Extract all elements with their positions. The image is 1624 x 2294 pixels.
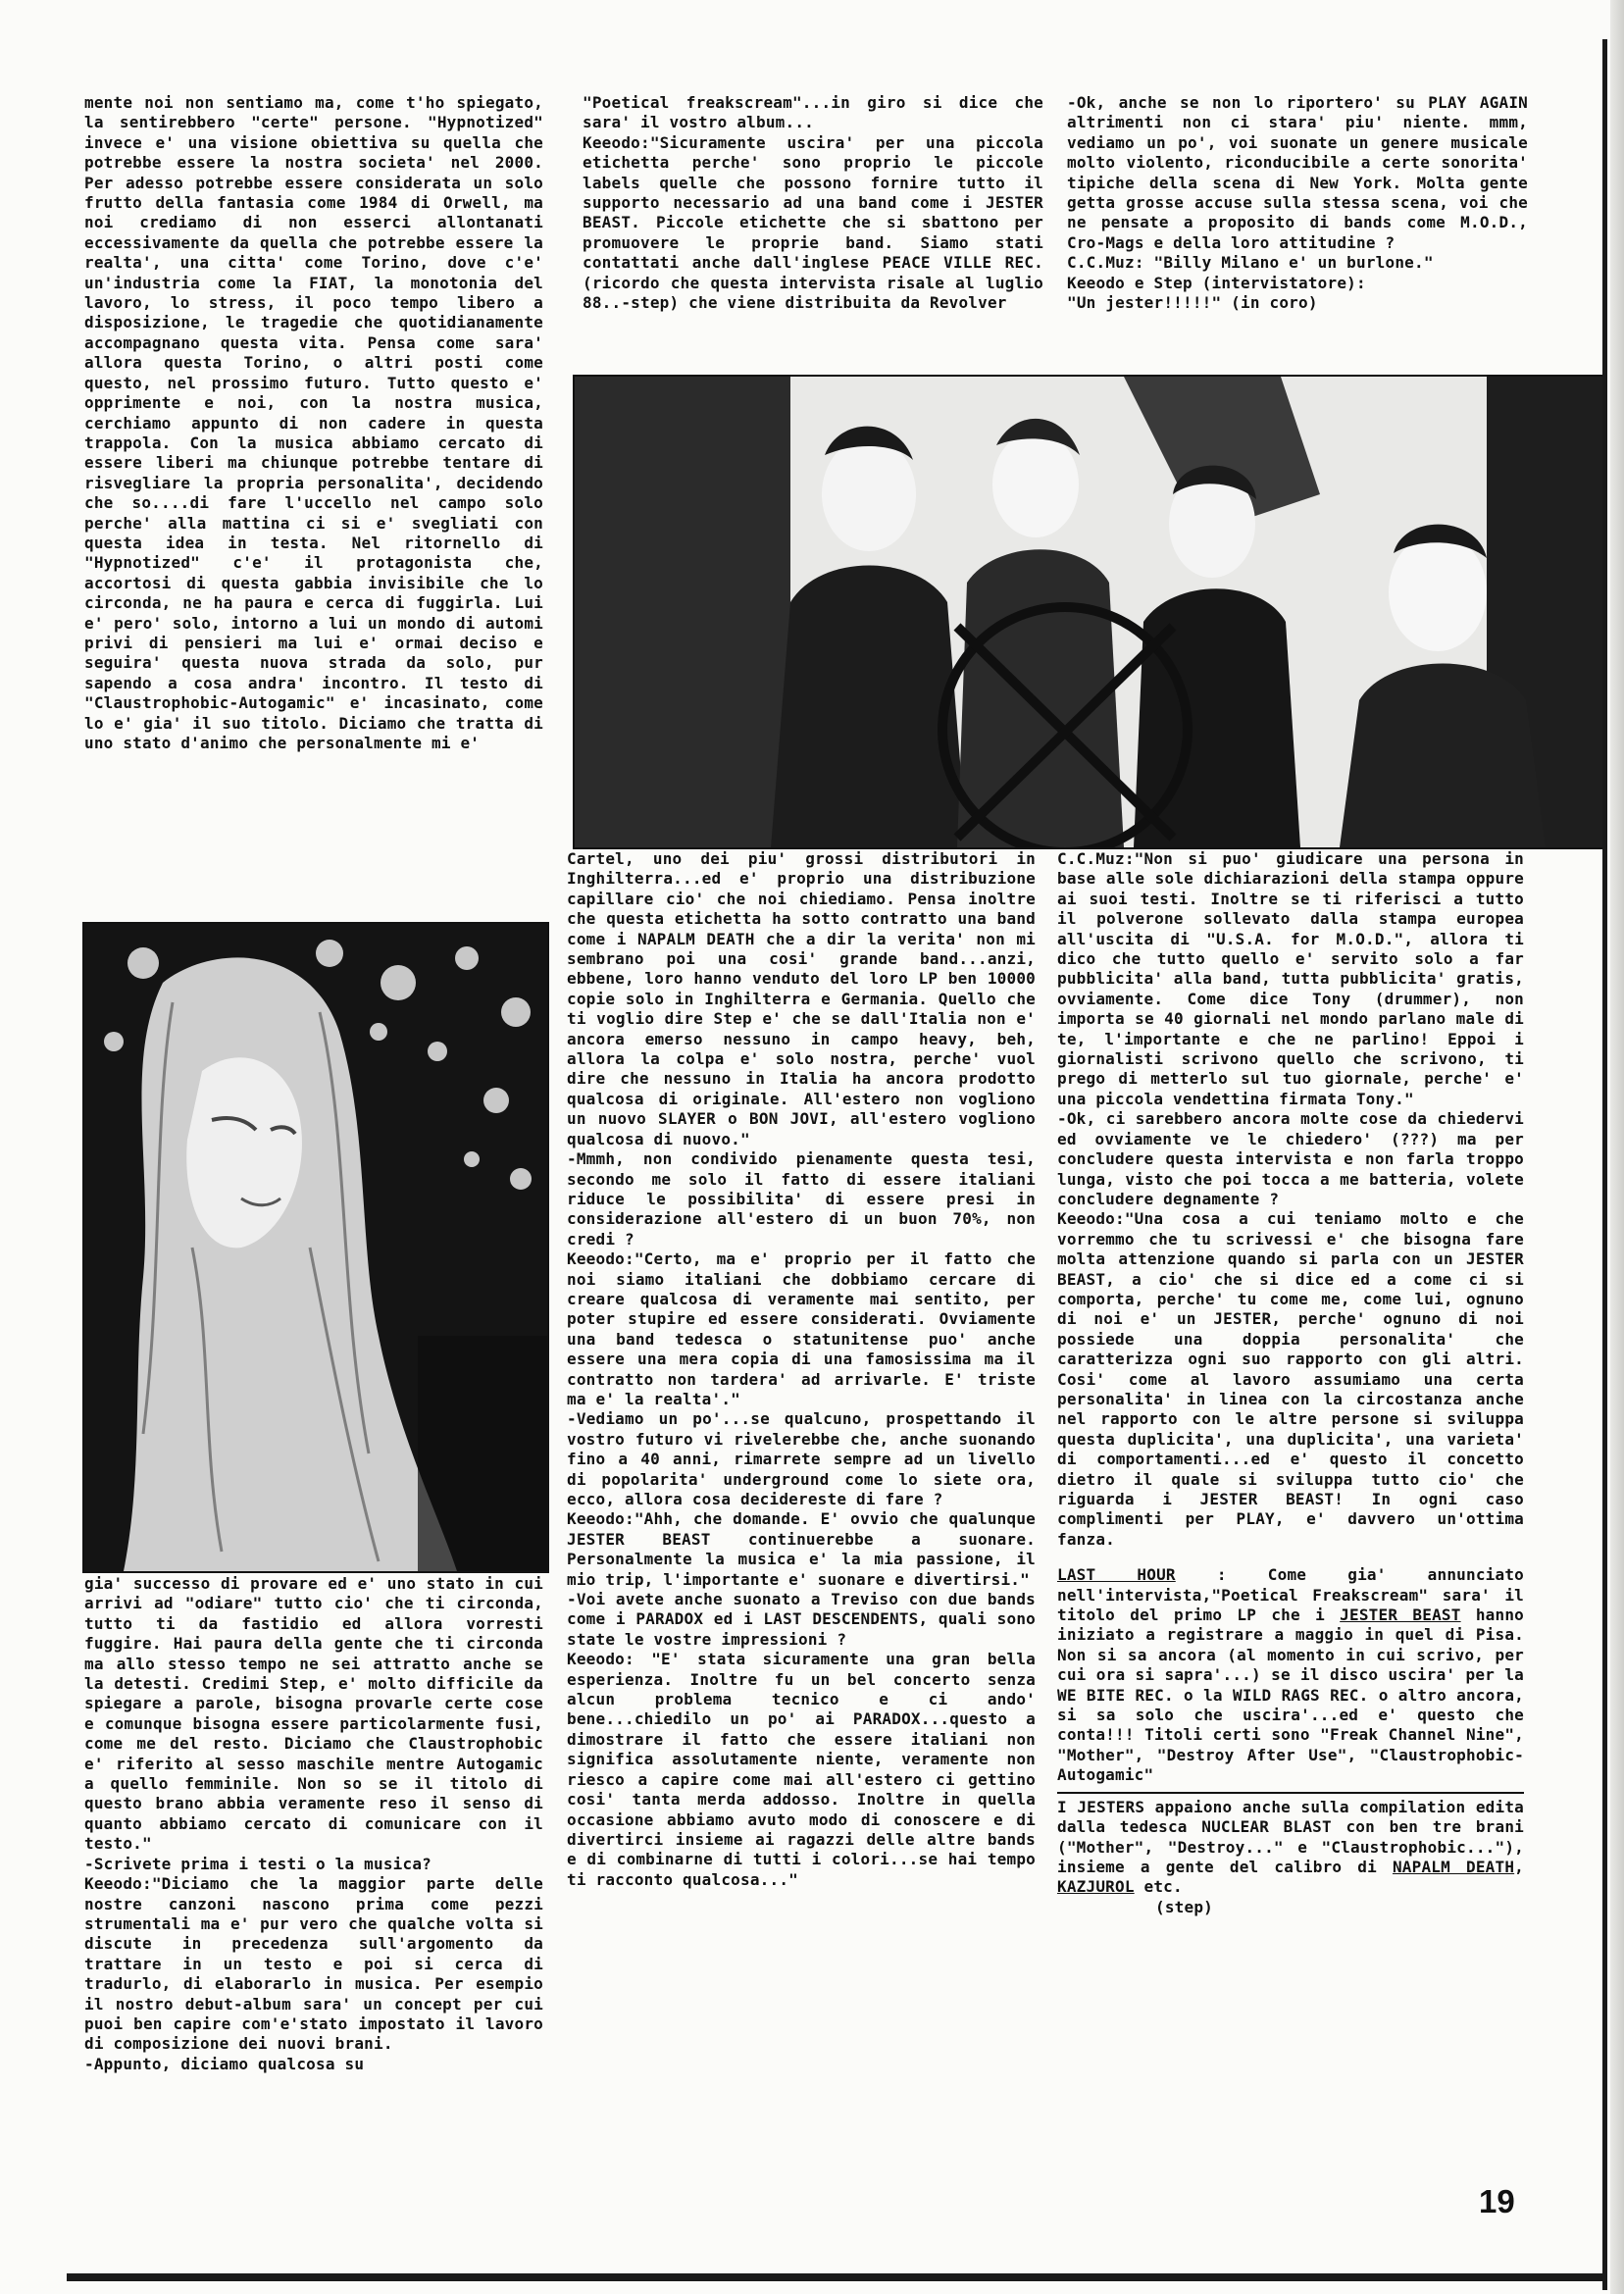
col1-top-paragraph: mente noi non sentiamo ma, come t'ho spiegato, la sentirebbero "certe" persone. "Hypnotized" invece e' una visione obiettiva su quella che potrebbe essere la nostra societa' nel 2000. Per adesso potrebbe essere considerata un solo frutto della fantasia come 1984 di Orwell, ma noi crediamo di non esserci allontanati eccessivamente da quella che potrebbe essere la realta', una citta' come Torino, dove c'e' un'industria come la FIAT, la monotonia del lavoro, lo stress, il poco tempo libero a disposizione, le tragedie che quotidianamente accompagnano questa vita. Pensa come sara' allora questa Torino, o altri posti come questo, nel prossimo futuro. Tutto questo e' opprimente e noi, con la nostra musica, cerchiamo appunto di non cadere in questa trappola. Con la musica abbiamo cercato di essere liberi ma chiunque potrebbe tentare di risvegliare la propria personalita', decidendo che so....di fare l'uccello nel campo solo perche' alla mattina ci si e' svegliati con questa idea in testa. Nel ritornello di "Hypnotized" c'e' il protagonista che, accortosi di questa gabbia invisibile che lo circonda, ne ha paura e cerca di fuggirla. Lui e' pero' solo, intorno a lui un mondo di automi privi di pensieri ma lui e' ormai deciso e seguira' questa nuova strada da solo, pur sapendo a cosa andra' incontro. Il testo di "Claustrophobic-Autogamic" e' incasinato, come lo e' gia' il suo titolo. Diciamo che tratta di uno stato d'animo che personalmente mi e' (84, 93, 543, 752)
col1-bottom-paragraph: Keeodo:"Diciamo che la maggior parte delle nostre canzoni nascono prima come pezzi strumentali ma e' pur vero che qualche volta si discute in precedenza sull'argomento da trattare in un testo e poi si cerca di tradurlo, di elaborarlo in musica. Per esempio il nostro debut-album sara' un concept per cui puoi ben capire com'e'stato impostato il lavoro di composizione dei nuovi brani. (84, 1874, 543, 2054)
col2-bottom-paragraph: -Voi avete anche suonato a Treviso con due bands come i PARADOX ed i LAST DESCENDENTS, quali sono state le vostre impressioni ? (567, 1590, 1036, 1649)
col2-bottom-paragraph: -Vediamo un po'...se qualcuno, prospettando il vostro futuro vi rivelerebbe che, anche suonando fino a 40 anni, rimarrete sempre ad un livello di popolarita' underground come lo siete ora, ecco, allora cosa decidereste di fare ? (567, 1409, 1036, 1508)
last-hour-text-2: hanno iniziato a registrare a maggio in quel di Pisa. Non si sa ancora (al momento in cui scrivo, per cui ora si sapra'...) se il disco uscira' per la WE BITE REC. o la WILD RAGS REC. o altro ancora, si sa solo che uscira'...ed e' questo che conta!!! Titoli certi sono "Freak Channel Nine", "Mother", "Destroy After Use", "Claustrophobic-Autogamic" (1057, 1606, 1524, 1785)
column-2-bottom (567, 849, 1036, 2203)
col3-top-paragraph: "Un jester!!!!!" (in coro) (1067, 293, 1318, 313)
jesters-band-2: KAZJUROL (1057, 1877, 1135, 1897)
col3-top-paragraph: C.C.Muz: "Billy Milano e' un burlone." (1067, 253, 1434, 273)
col1-bottom-paragraph: -Scrivete prima i testi o la musica? (84, 1854, 431, 1873)
signature: (step) (1155, 1897, 1213, 1916)
right-rule (1602, 39, 1607, 2290)
page-edge (1610, 0, 1624, 2294)
last-hour-label: LAST HOUR (1057, 1565, 1176, 1585)
column-1-bottom (84, 1574, 543, 2202)
col1-bottom-paragraph: gia' successo di provare ed e' uno stato in cui arrivi ad "odiare" tutto cio' che ti circonda, tutto ti da fastidio ed allora vorresti fuggire. Hai paura della gente che ti circonda ma allo stesso tempo ne sei attratto anche se la detesti. Credimi Step, e' molto difficile da spiegare a parole, bisogna provarle certe cose e comunque bisogna essere particolarmente fusi, come me del resto. Diciamo che Claustrophobic e' riferito al sesso maschile mentre Autogamic a quello femminile. Non so se il titolo di questo brano abbia veramente reso il senso di quanto abbiamo cercato di comunicare con il testo." (84, 1574, 543, 1854)
col1-bottom-paragraph: -Appunto, diciamo qualcosa su (84, 2054, 365, 2073)
col2-bottom-paragraph: Keeodo:"Certo, ma e' proprio per il fatto che noi siamo italiani che dobbiamo cercare di creare qualcosa di veramente mai sentito, per poter stupire ed essere considerati. Ovviamente una band tedesca o statunitense puo' anche essere una mera copia di una famosissima ma il contratto non tardera' ad arrivarle. E' triste ma e' la realta'." (567, 1249, 1036, 1408)
col2-bottom-paragraph: Keeodo: "E' stata sicuramente una gran bella esperienza. Inoltre fu un bel concerto senza alcun problema tecnico e ci ando' bene...chiedilo un po' ai PARADOX...questo a dimostrare il fatto che essere italiani non significa assolutamente niente, veramente non riesco a capire come mai all'estero ci gettino cosi' tanta merda addosso. Inoltre in quella occasione abbiamo avuto modo di conoscere e di divertirci insieme ai ragazzi delle altre bands e di combinarne di tutti i colori...se hai tempo ti racconto qualcosa..." (567, 1650, 1036, 1889)
col3-bottom-paragraph: -Ok, ci sarebbero ancora molte cose da chiedervi ed ovviamente ve le chiedero' (???) ma per concludere questa intervista e non farla troppo lunga, visto che poi tocca a me batteria, volete concludere degnamente ? (1057, 1109, 1524, 1208)
jesters-band-1: NAPALM DEATH (1392, 1857, 1515, 1876)
col2-bottom-paragraph: -Mmmh, non condivido pienamente questa tesi, secondo me solo il fatto di essere italiani riduce le possibilita' di essere presi in considerazione all'estero di un buon 70%, non credi ? (567, 1149, 1036, 1249)
bottom-rule (67, 2273, 1606, 2281)
portrait-photo (82, 922, 549, 1573)
col3-bottom-paragraph: Keeodo:"Una cosa a cui teniamo molto e che vorremmo che tu scrivessi e' che bisogna fare molta attenzione quando si parla con un JESTER BEAST, a cio' che si dice ed a come ci si comporta, perche' tu come me, come lui, ognuno di noi e' un JESTER, perche' ognuno di noi possiede una doppia personalita' che caratterizza ogni suo rapporto con gli altri. Cosi' come al lavoro assumiamo una certa personalita' in linea con la circostanza anche nel rapporto con le altre persone si sviluppa questa duplicita', una duplicita', una varieta' di comportamenti...ed e' questo il concetto dietro il quale si sviluppa tutto cio' che riguarda i JESTER BEAST! In ogni caso complimenti per PLAY, e' davvero un'ottima fanza. (1057, 1209, 1524, 1549)
column-3-top (1067, 93, 1528, 370)
col2-top-paragraph: Keeodo:"Sicuramente uscira' per una piccola etichetta perche' sono proprio le piccole labels quelle che possono fornire tutto il supporto necessario ad una band come i JESTER BEAST. Piccole etichette che si sbattono per promuovere le proprie band. Siamo stati contattati anche dall'inglese PEACE VILLE REC.(ricordo che questa intervista risale al luglio 88..-step) che viene distribuita da Revolver (583, 132, 1043, 313)
jesters-text-2: etc. (1134, 1877, 1183, 1897)
col2-bottom-paragraph: Keeodo:"Ahh, che domande. E' ovvio che qualunque JESTER BEAST continuerebbe a suonare. Personalmente la musica e' la mia passione, il mio trip, l'importante e' suonare e divertirsi." (567, 1509, 1036, 1589)
last-hour-band: JESTER BEAST (1340, 1606, 1461, 1625)
col2-top-paragraph: "Poetical freakscream"...in giro si dice che sara' il vostro album... (583, 93, 1043, 132)
page-number: 19 (1479, 2183, 1515, 2219)
col2-bottom-paragraph: Cartel, uno dei piu' grossi distributori in Inghilterra...ed e' proprio una distribuzione capillare cio' che noi chiediamo. Pensa inoltre che questa etichetta ha sotto contratto una band come i NAPALM DEATH che a dir la verita' non mi sembrano poi una cosi' grande band...anzi, ebbene, loro hanno venduto del loro LP ben 10000 copie solo in Inghilterra e Germania. Quello che ti voglio dire Step e' che se dall'Italia non e' ancora emerso nessuno in campo heavy, beh, allora la colpa e' solo nostra, perche' vuol dire che nessuno in Italia ha ancora prodotto qualcosa di originale. All'estero non vogliono un nuovo SLAYER o BON JOVI, all'estero vogliono qualcosa di nuovo." (567, 849, 1036, 1148)
last-hour-text-1: : Come gia' annunciato nell'intervista,"Poetical Freakscream" sara' il titolo del primo LP che i (1057, 1565, 1524, 1625)
band-photo (573, 375, 1606, 849)
jesters-sep: , (1514, 1857, 1524, 1876)
column-3-bottom (1057, 849, 1524, 2195)
last-hour-note (1057, 1565, 1524, 1785)
column-2-top (583, 93, 1043, 370)
jesters-note (1057, 1792, 1524, 1898)
jesters-text-1: I JESTERS appaiono anche sulla compilation edita dalla tedesca NUCLEAR BLAST con ben tre brani ("Mother", "Destroy..." e "Claustrophobic..."), insieme a gente del calibro di (1057, 1797, 1524, 1876)
col3-top-paragraph: -Ok, anche se non lo riportero' su PLAY AGAIN altrimenti non ci stara' piu' niente. mmm, vediamo un po', voi suonate un genere musicale molto violento, riconducibile a certe sonorita' tipiche della scena di New York. Molta gente getta grosse accuse sulla stessa scena, voi che ne pensate a proposito di bands come M.O.D., Cro-Mags e della loro attitudine ? (1067, 93, 1528, 252)
column-1-top (84, 93, 543, 919)
col3-top-paragraph: Keeodo e Step (intervistatore): (1067, 273, 1366, 292)
col3-bottom-paragraph: C.C.Muz:"Non si puo' giudicare una persona in base alle sole dichiarazioni della stampa oppure ai suoi testi. Inoltre se ti riferisci a tutto il polverone sollevato dalla stampa europea all'uscita di "U.S.A. for M.O.D.", allora ti dico che tutto quello e' servito solo a far pubblicita' alla band, tutta pubblicita' gratis, ovviamente. Come dice Tony (drummer), non importa se 40 giornali nel mondo parlano male di te, l'importante e che ne parlino! Eppoi i giornalisti scrivono quello che scrivono, ti prego di metterlo sul tuo giornale, perche' e' una piccola vendettina firmata Tony." (1057, 849, 1524, 1108)
